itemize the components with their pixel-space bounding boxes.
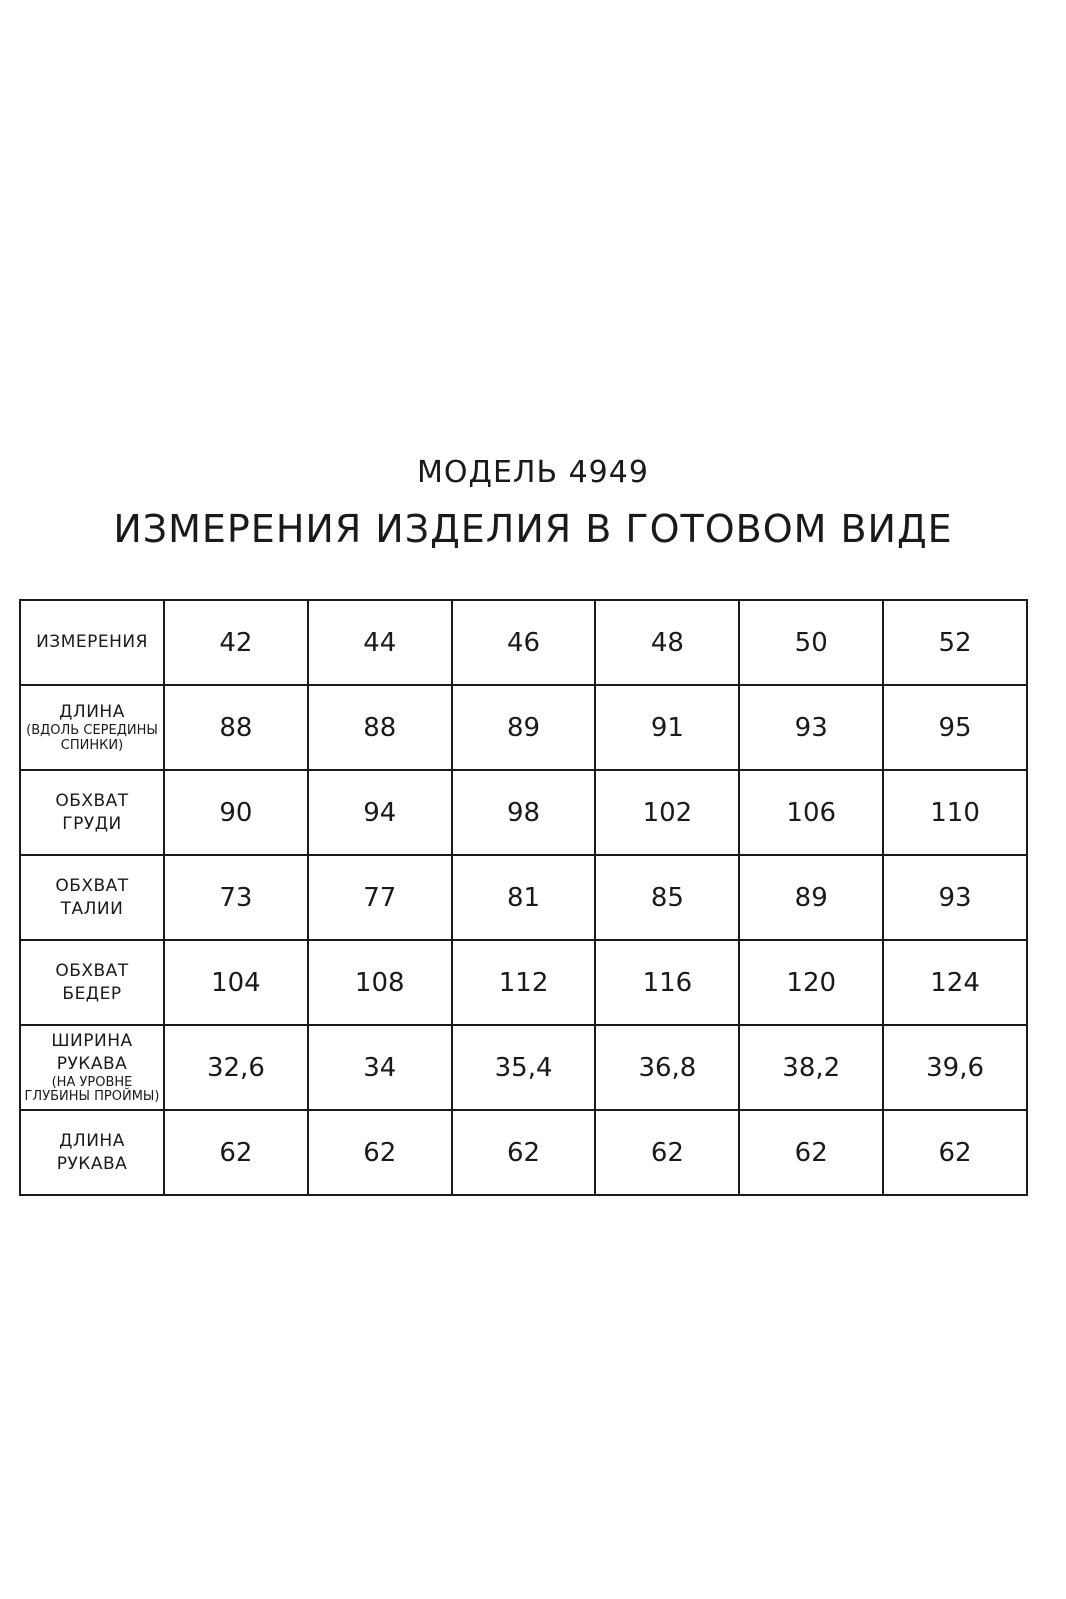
size-cell: 46 <box>452 600 596 685</box>
value-cell: 62 <box>883 1110 1027 1195</box>
value-cell: 62 <box>595 1110 739 1195</box>
value-cell: 110 <box>883 770 1027 855</box>
value-cell: 32,6 <box>164 1025 308 1110</box>
value-cell: 98 <box>452 770 596 855</box>
size-cell: 52 <box>883 600 1027 685</box>
value-cell: 94 <box>308 770 452 855</box>
table-row <box>20 855 1027 940</box>
row-label-line: ОБХВАТ <box>55 790 129 811</box>
row-label-line: ШИРИНА <box>51 1030 133 1051</box>
value-cell: 95 <box>883 685 1027 770</box>
table-row <box>20 770 1027 855</box>
value-cell: 89 <box>739 855 883 940</box>
page-title: ИЗМЕРЕНИЯ ИЗДЕЛИЯ В ГОТОВОМ ВИДЕ <box>113 507 953 551</box>
value-cell: 116 <box>595 940 739 1025</box>
value-cell: 91 <box>595 685 739 770</box>
value-cell: 62 <box>739 1110 883 1195</box>
value-cell: 77 <box>308 855 452 940</box>
header-label-cell: ИЗМЕРЕНИЯ <box>20 600 164 685</box>
value-cell: 93 <box>739 685 883 770</box>
value-cell: 85 <box>595 855 739 940</box>
value-cell: 88 <box>308 685 452 770</box>
value-cell: 73 <box>164 855 308 940</box>
value-cell: 39,6 <box>883 1025 1027 1110</box>
value-cell: 88 <box>164 685 308 770</box>
row-label-note: ГЛУБИНЫ ПРОЙМЫ) <box>24 1089 160 1105</box>
value-cell: 108 <box>308 940 452 1025</box>
table-row <box>20 685 1027 770</box>
table-row <box>20 1025 1027 1110</box>
value-cell: 89 <box>452 685 596 770</box>
row-label-line: РУКАВА <box>56 1153 128 1174</box>
value-cell: 93 <box>883 855 1027 940</box>
row-label-line: ОБХВАТ <box>55 960 129 981</box>
value-cell: 38,2 <box>739 1025 883 1110</box>
size-cell: 50 <box>739 600 883 685</box>
row-label-note: (НА УРОВНЕ <box>51 1074 133 1090</box>
value-cell: 112 <box>452 940 596 1025</box>
row-label-line: ГРУДИ <box>62 813 122 834</box>
size-cell: 44 <box>308 600 452 685</box>
row-label-line: БЕДЕР <box>62 983 122 1004</box>
row-label-cell <box>20 1025 164 1110</box>
row-label-note: СПИНКИ) <box>60 737 124 753</box>
value-cell: 35,4 <box>452 1025 596 1110</box>
table-header-row <box>20 600 1027 685</box>
size-table <box>19 599 1028 1196</box>
value-cell: 90 <box>164 770 308 855</box>
value-cell: 34 <box>308 1025 452 1110</box>
value-cell: 102 <box>595 770 739 855</box>
value-cell: 104 <box>164 940 308 1025</box>
value-cell: 120 <box>739 940 883 1025</box>
row-label-note: (ВДОЛЬ СЕРЕДИНЫ <box>26 723 158 739</box>
value-cell: 36,8 <box>595 1025 739 1110</box>
value-cell: 62 <box>164 1110 308 1195</box>
row-label-cell <box>20 940 164 1025</box>
size-cell: 48 <box>595 600 739 685</box>
value-cell: 62 <box>308 1110 452 1195</box>
row-label-line: ДЛИНА <box>59 1130 125 1151</box>
size-cell: 42 <box>164 600 308 685</box>
row-label-line: РУКАВА <box>56 1053 128 1074</box>
value-cell: 81 <box>452 855 596 940</box>
row-label-line: ДЛИНА <box>59 702 125 723</box>
table-row <box>20 1110 1027 1195</box>
value-cell: 106 <box>739 770 883 855</box>
row-label-line: ТАЛИИ <box>60 898 124 919</box>
value-cell: 62 <box>452 1110 596 1195</box>
row-label-line: ОБХВАТ <box>55 875 129 896</box>
value-cell: 124 <box>883 940 1027 1025</box>
table-row <box>20 940 1027 1025</box>
row-label-cell <box>20 1110 164 1195</box>
row-label-cell <box>20 770 164 855</box>
row-label-cell <box>20 855 164 940</box>
model-title: МОДЕЛЬ 4949 <box>417 455 649 490</box>
row-label-cell <box>20 685 164 770</box>
